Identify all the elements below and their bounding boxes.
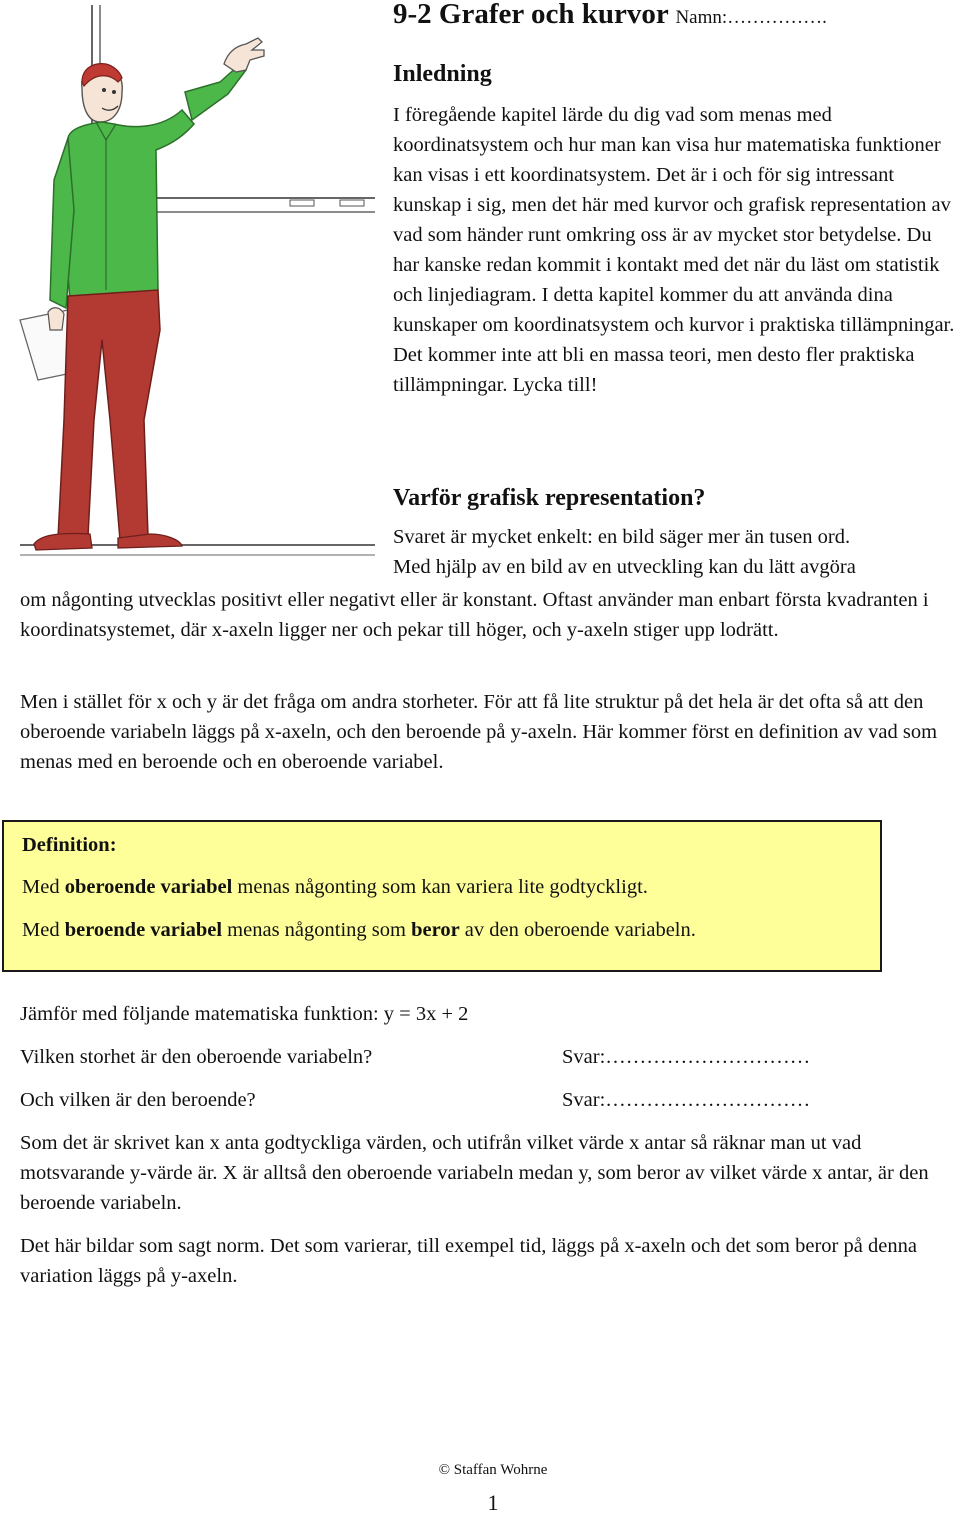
def2-mid: menas någonting som (222, 919, 412, 941)
definition-dependent (22, 919, 696, 942)
copyright-footer: © Staffan Wohrne (438, 1462, 548, 1478)
intro-heading: Inledning (393, 61, 492, 87)
closing-paragraph-1: Som det är skrivet kan x anta godtyckliga värden, och utifrån vilket värde x antar så räknar man ut vad motsvarande y-värde är. X är alltså den oberoende variabeln medan y, som beror av vilket värde x antar, är den beroende variabeln. (20, 1132, 929, 1214)
question-dependent: Och vilken är den beroende? (20, 1089, 256, 1111)
def2-term: beroende variabel (64, 919, 223, 941)
def2-suffix: av den oberoende variabeln. (459, 919, 696, 941)
page-title (393, 0, 827, 31)
def2-term-beror: beror (411, 919, 460, 941)
teacher-illustration (10, 0, 380, 565)
closing-paragraph-2: Det här bildar som sagt norm. Det som varierar, till exempel tid, läggs på x-axeln och det som beror på denna variation läggs på y-axeln. (20, 1235, 917, 1287)
question-independent: Vilken storhet är den oberoende variabeln? (20, 1046, 373, 1068)
shirt (50, 110, 194, 308)
raised-arm (185, 38, 264, 120)
definition-independent (22, 876, 648, 899)
answer-field-independent[interactable]: Svar:………………………… (562, 1046, 811, 1068)
section2-paragraph: om någonting utvecklas positivt eller negativt eller är konstant. Oftast använder man enbart första kvadranten i koordinatsystemet, där x-axeln ligger ner och pekar till höger, och y-axeln stiger upp lodrätt. (20, 589, 929, 641)
shoes (34, 533, 182, 550)
compare-function-text: Jämför med följande matematiska funktion: y = 3x + 2 (20, 1003, 469, 1025)
title-text: 9-2 Grafer och kurvor (393, 0, 669, 30)
section-heading-why: Varför grafisk representation? (393, 485, 706, 511)
trousers (58, 290, 160, 540)
def2-prefix: Med (22, 919, 65, 941)
def1-suffix: menas någonting som kan variera lite godtyckligt. (232, 876, 648, 898)
section2-line2: Med hjälp av en bild av en utveckling kan du lätt avgöra (393, 556, 856, 578)
answer-field-dependent[interactable]: Svar:………………………… (562, 1089, 811, 1111)
head (82, 64, 123, 122)
definition-box (2, 820, 882, 972)
def1-prefix: Med (22, 876, 65, 898)
section2-paragraph-2: Men i stället för x och y är det fråga om andra storheter. För att få lite struktur på det hela är det ofta så att den oberoende variabeln läggs på x-axeln, och den beroende på y-axeln. Här kommer först en definition av vad som menas med en beroende och en oberoende variabel. (20, 691, 938, 773)
section2-line1: Svaret är mycket enkelt: en bild säger mer än tusen ord. (393, 526, 851, 548)
intro-paragraph: I föregående kapitel lärde du dig vad som menas med koordinatsystem och hur man kan visa hur matematiska funktioner kan visas i ett koordinatsystem. Det är i och för sig intressant kunskap i sig, men det här med kurvor och grafisk representation av vad som händer runt omkring oss är av mycket stor betydelse. Du har kanske redan kommit i kontakt med det när du läst om statistik och linjediagram. I detta kapitel kommer du att använda dina kunskaper om koordinatsystem och kurvor i praktiska tillämpningar. Det kommer inte att bli en massa teori, men desto fler praktiska tillämpningar. Lycka till! (393, 104, 955, 396)
def1-term: oberoende variabel (64, 876, 233, 898)
page-number: 1 (487, 1490, 499, 1515)
name-field-label: Namn:……………. (675, 7, 827, 28)
definition-title: Definition: (22, 834, 117, 856)
